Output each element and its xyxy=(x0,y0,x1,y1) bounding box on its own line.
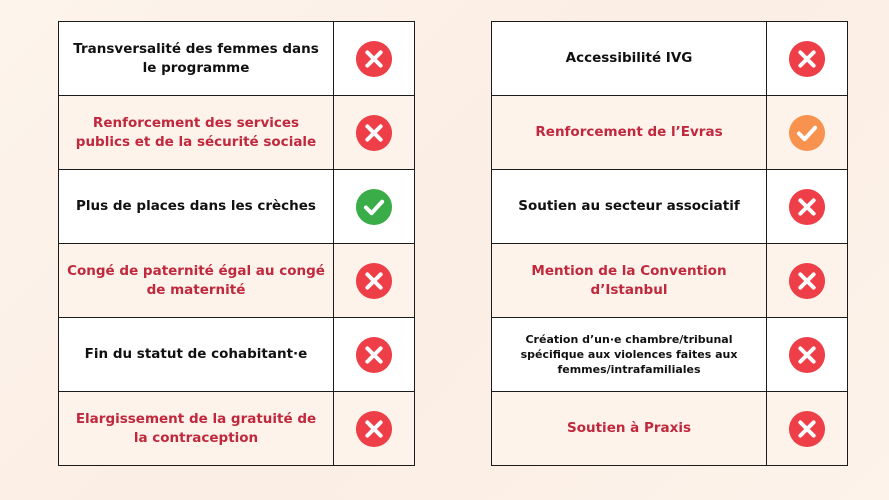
table-row xyxy=(59,22,415,96)
cross-icon xyxy=(788,40,826,78)
table-row xyxy=(59,170,415,244)
cross-icon xyxy=(355,262,393,300)
table-row xyxy=(492,318,848,392)
table-row xyxy=(492,244,848,318)
cross-icon xyxy=(355,336,393,374)
row-label: Soutien au secteur associatif xyxy=(492,170,767,244)
check-orange-icon xyxy=(788,114,826,152)
cross-icon xyxy=(788,188,826,226)
row-label: Soutien à Praxis xyxy=(492,392,767,466)
table-row xyxy=(492,170,848,244)
table-row xyxy=(59,318,415,392)
table-row xyxy=(59,244,415,318)
cross-icon xyxy=(788,262,826,300)
row-label: Renforcement de l’Evras xyxy=(492,96,767,170)
cross-icon xyxy=(355,114,393,152)
table-row xyxy=(59,96,415,170)
cross-icon xyxy=(788,336,826,374)
row-label: Plus de places dans les crèches xyxy=(59,170,334,244)
check-green-icon xyxy=(355,188,393,226)
row-label: Elargissement de la gratuité de la contraception xyxy=(59,392,334,466)
table-row xyxy=(492,22,848,96)
table-row xyxy=(59,392,415,466)
table-row xyxy=(492,392,848,466)
row-label: Transversalité des femmes dans le programme xyxy=(59,22,334,96)
row-label: Renforcement des services publics et de la sécurité sociale xyxy=(59,96,334,170)
cross-icon xyxy=(355,410,393,448)
right-table xyxy=(491,21,848,466)
left-table xyxy=(58,21,415,466)
row-label: Fin du statut de cohabitant·e xyxy=(59,318,334,392)
table-row xyxy=(492,96,848,170)
row-label: Accessibilité IVG xyxy=(492,22,767,96)
row-label: Création d’un·e chambre/tribunal spécifique aux violences faites aux femmes/intrafamiliales xyxy=(492,318,767,392)
row-label: Mention de la Convention d’Istanbul xyxy=(492,244,767,318)
row-label: Congé de paternité égal au congé de maternité xyxy=(59,244,334,318)
cross-icon xyxy=(788,410,826,448)
cross-icon xyxy=(355,40,393,78)
